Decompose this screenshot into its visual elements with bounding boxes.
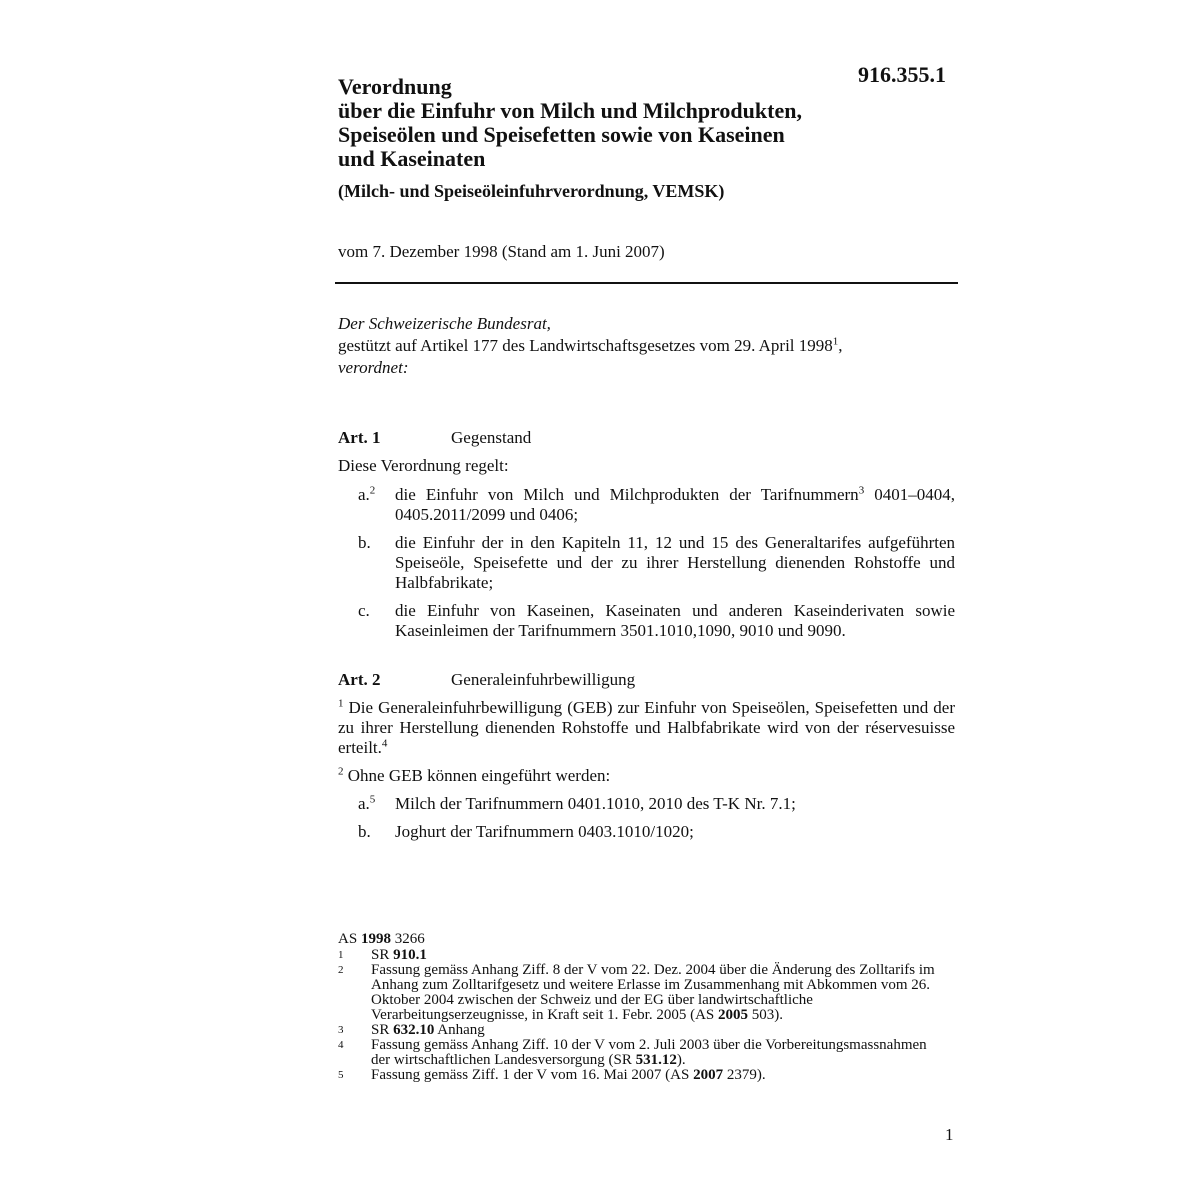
official-collection-ref: AS 1998 3266 [338, 931, 425, 947]
article-title: Generaleinfuhrbewilligung [451, 670, 636, 689]
preamble-basis: gestützt auf Artikel 177 des Landwirtschaftsgesetzes vom 29. April 1998$^1$, [338, 335, 843, 355]
ordinance-title [338, 75, 898, 171]
footnote: 1 SR 910.1 [338, 947, 427, 963]
ordinance-date: vom 7. Dezember 1998 (Stand am 1. Juni 2007) [338, 242, 665, 261]
article-1-heading [338, 427, 531, 449]
footnote: 4 Fassung gemäss Anhang Ziff. 10 der V vom 2. Juli 2003 über die Vorbereitungsmassnahmen der wirtschaftlichen Landesversorgung (SR 531.12). [338, 1037, 927, 1068]
sr-number: 916.355.1 [858, 62, 946, 87]
list-item: b. Joghurt der Tarifnummern 0403.1010/1020; [358, 822, 694, 841]
footnote-ref[interactable]: 2 [369, 484, 376, 497]
list-item: b. die Einfuhr der in den Kapiteln 11, 12 und 15 des Generaltarifes aufgeführten Speiseöle, Speisefette und der zu ihrer Herstellung dienenden Rohstoffe und Halbfabrikate; [358, 533, 955, 592]
article-1-list [338, 485, 955, 649]
article-title: Gegenstand [451, 428, 532, 447]
article-2-paragraph-1: $^1$ Die Generaleinfuhrbewilligung (GEB) zur Einfuhr von Speiseölen, Speisefetten und der zu ihrer Herstellung dienenden Rohstoffe und Halbfabrikate wird von der réservesuisse erteilt.$^4$ [338, 697, 955, 757]
footnote-ref[interactable]: 5 [369, 793, 376, 806]
footnote-ref[interactable]: 1 [832, 335, 839, 348]
title-line: Speiseölen und Speisefetten sowie von Kaseinen [338, 122, 785, 147]
article-number: Art. 1 [338, 428, 381, 447]
article-2-paragraph-2: $^2$ Ohne GEB können eingeführt werden: [338, 765, 611, 785]
ordinance-short-title: (Milch- und Speiseöleinfuhrverordnung, VEMSK) [338, 181, 725, 201]
preamble-decree: verordnet: [338, 358, 409, 377]
article-2-list [338, 794, 955, 850]
title-line: über die Einfuhr von Milch und Milchprodukten, [338, 98, 802, 123]
footnote: 3 SR 632.10 Anhang [338, 1022, 485, 1038]
list-item: a.$^2$ die Einfuhr von Milch und Milchprodukten der Tarifnummern$^3$ 0401–0404, 0405.2011/2099 und 0406; [358, 484, 956, 524]
title-line: Verordnung [338, 74, 452, 99]
footnotes [338, 932, 938, 1083]
footnote: 5 Fassung gemäss Ziff. 1 der V vom 16. Mai 2007 (AS 2007 2379). [338, 1067, 766, 1083]
page-number: 1 [945, 1125, 954, 1144]
article-2-heading [338, 669, 635, 691]
header-divider [335, 282, 958, 284]
footnote: 2 Fassung gemäss Anhang Ziff. 8 der V vom 22. Dez. 2004 über die Änderung des Zolltarifs im Anhang zum Zolltarifgesetz und weitere Erlasse im Zusammenhang mit Abkommen vom 26. Oktober 2004 zwischen der Schweiz und der EG über landwirtschaftliche Verarbeitungserzeugnisse, in Kraft seit 1. Febr. 2005 (AS 2005 503). [338, 962, 935, 1023]
footnote-ref[interactable]: 4 [381, 737, 388, 750]
preamble [338, 313, 958, 379]
article-number: Art. 2 [338, 670, 381, 689]
list-item: a.$^5$ Milch der Tarifnummern 0401.1010, 2010 des T-K Nr. 7.1; [358, 793, 796, 813]
preamble-authority: Der Schweizerische Bundesrat, [338, 314, 551, 333]
footnote-ref[interactable]: 3 [858, 484, 865, 497]
paragraph-number: 1 [338, 697, 344, 710]
list-item: c. die Einfuhr von Kaseinen, Kaseinaten und anderen Kaseinderivaten sowie Kaseinleimen der Tarifnummern 3501.1010,1090, 9010 und 9090. [358, 601, 955, 640]
title-line: und Kaseinaten [338, 146, 486, 171]
article-1-intro: Diese Verordnung regelt: [338, 456, 509, 475]
paragraph-number: 2 [338, 765, 344, 778]
